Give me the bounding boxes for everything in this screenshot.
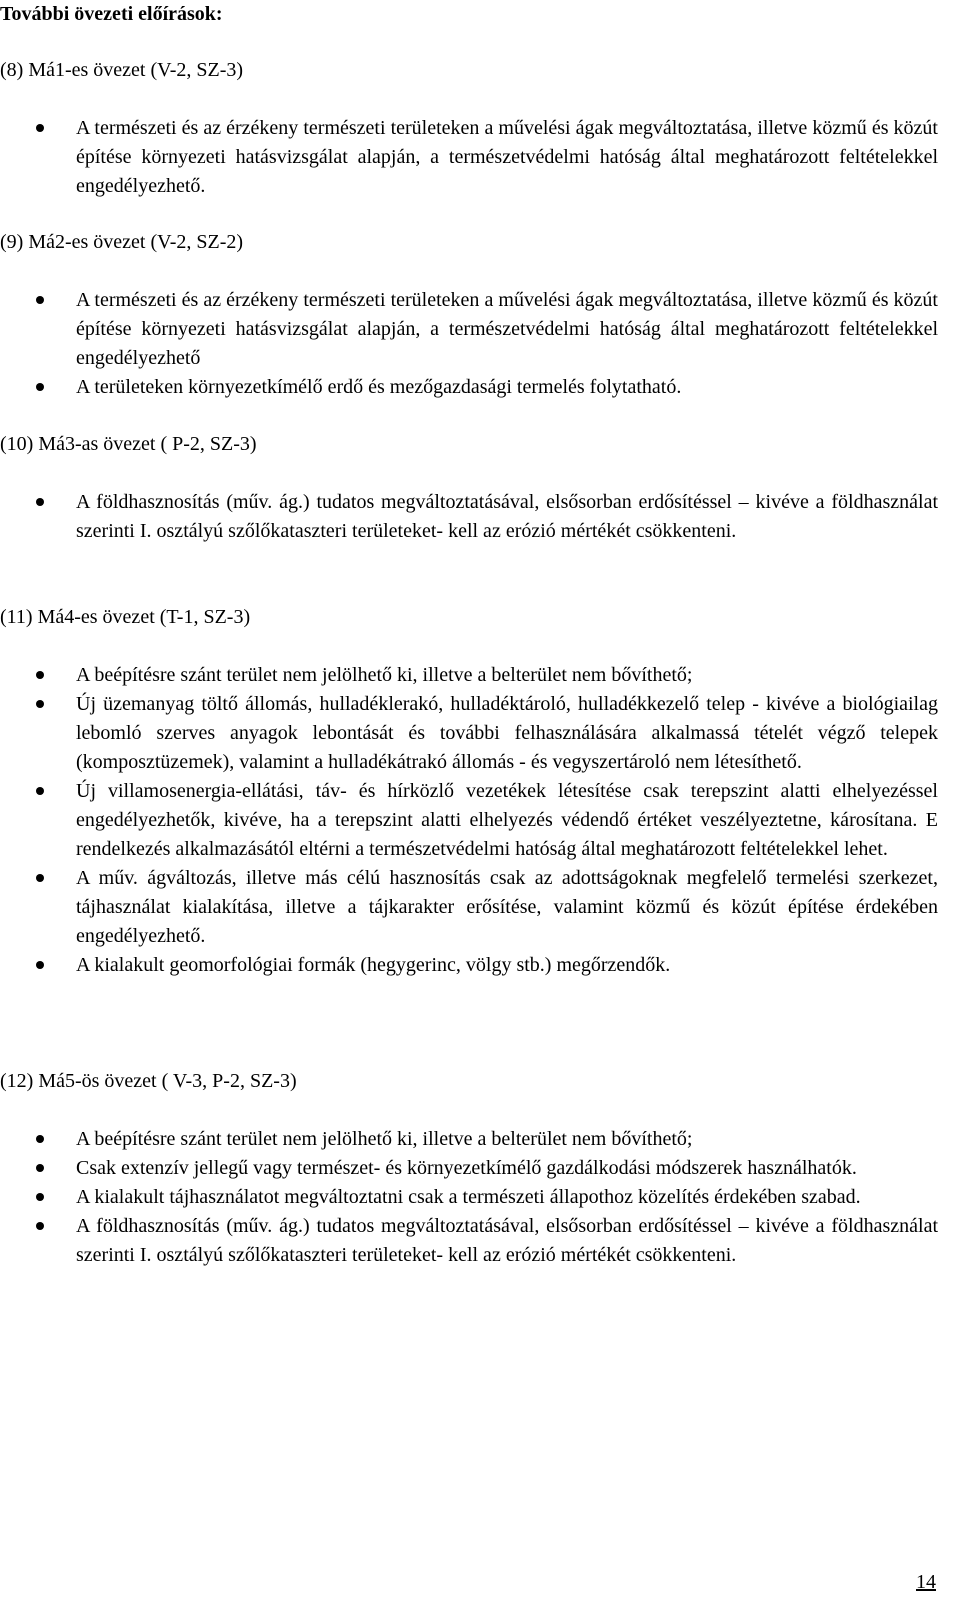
zone-title-10: (10) Má3-as övezet ( P-2, SZ-3): [0, 433, 257, 455]
page-number: 14: [916, 1571, 936, 1593]
section-heading: További övezeti előírások:: [0, 3, 223, 25]
zone-title-8: (8) Má1-es övezet (V-2, SZ-3): [0, 59, 244, 81]
list-item: A földhasznosítás (műv. ág.) tudatos megváltoztatásával, elsősorban erdősítéssel – kivéve a földhasználat szerinti I. osztályú szőlőkataszteri területeket- kell az erózió mértékét csökkenteni.: [0, 488, 960, 546]
list-item: A beépítésre szánt terület nem jelölhető ki, illetve a belterület nem bővíthető;: [0, 1125, 960, 1154]
list-item: A földhasznosítás (műv. ág.) tudatos megváltoztatásával, elsősorban erdősítéssel – kivéve a földhasználat szerinti I. osztályú szőlőkataszteri területeket- kell az erózió mértékét csökkenteni.: [0, 1212, 960, 1270]
zone-8-list: [0, 114, 960, 201]
list-item: A kialakult geomorfológiai formák (hegygerinc, völgy stb.) megőrzendők.: [0, 951, 960, 980]
zone-12-list: [0, 1125, 960, 1270]
list-item: Új villamosenergia-ellátási, táv- és hírközlő vezetékek létesítése csak terepszint alatti elhelyezéssel engedélyezhetők, kivéve, ha a terepszint alatti elhelyezés védendő értéket veszélyeztetne, károsítana. E rendelkezés alkalmazásától eltérni a természetvédelmi hatóság által meghatározott feltételekkel lehet.: [0, 777, 960, 864]
list-item: A műv. ágváltozás, illetve más célú hasznosítás csak az adottságoknak megfelelő termelési szerkezet, tájhasználat kialakítása, illetve a tájkarakter erősítése, valamint közmű és közút építése érdekében engedélyezhető.: [0, 864, 960, 951]
list-item: A kialakult tájhasználatot megváltoztatni csak a természeti állapothoz közelítés érdekében szabad.: [0, 1183, 960, 1212]
list-item: Csak extenzív jellegű vagy természet- és környezetkímélő gazdálkodási módszerek használhatók.: [0, 1154, 960, 1183]
zone-title-11: (11) Má4-es övezet (T-1, SZ-3): [0, 606, 251, 628]
list-item: A beépítésre szánt terület nem jelölhető ki, illetve a belterület nem bővíthető;: [0, 661, 960, 690]
zone-title-12: (12) Má5-ös övezet ( V-3, P-2, SZ-3): [0, 1070, 297, 1092]
list-item: A természeti és az érzékeny természeti területeken a művelési ágak megváltoztatása, illetve közmű és közút építése környezeti hatásvizsgálat alapján, a természetvédelmi hatóság által meghatározott feltételekkel engedélyezhető: [0, 286, 960, 373]
zone-9-list: [0, 286, 960, 402]
list-item: Új üzemanyag töltő állomás, hulladéklerakó, hulladéktároló, hulladékkezelő telep - kivéve a biológiailag lebomló szerves anyagok lebontását és további felhasználására alkalmassá tételét végző telepek (komposztüzemek), valamint a hulladékátrakó állomás - és vegyszertároló nem létesíthető.: [0, 690, 960, 777]
list-item: A természeti és az érzékeny természeti területeken a művelési ágak megváltoztatása, illetve közmű és közút építése környezeti hatásvizsgálat alapján, a természetvédelmi hatóság által meghatározott feltételekkel engedélyezhető.: [0, 114, 960, 201]
zone-11-list: [0, 661, 960, 980]
zone-10-list: [0, 488, 960, 546]
zone-title-9: (9) Má2-es övezet (V-2, SZ-2): [0, 231, 244, 253]
list-item: A területeken környezetkímélő erdő és mezőgazdasági termelés folytatható.: [0, 373, 960, 402]
